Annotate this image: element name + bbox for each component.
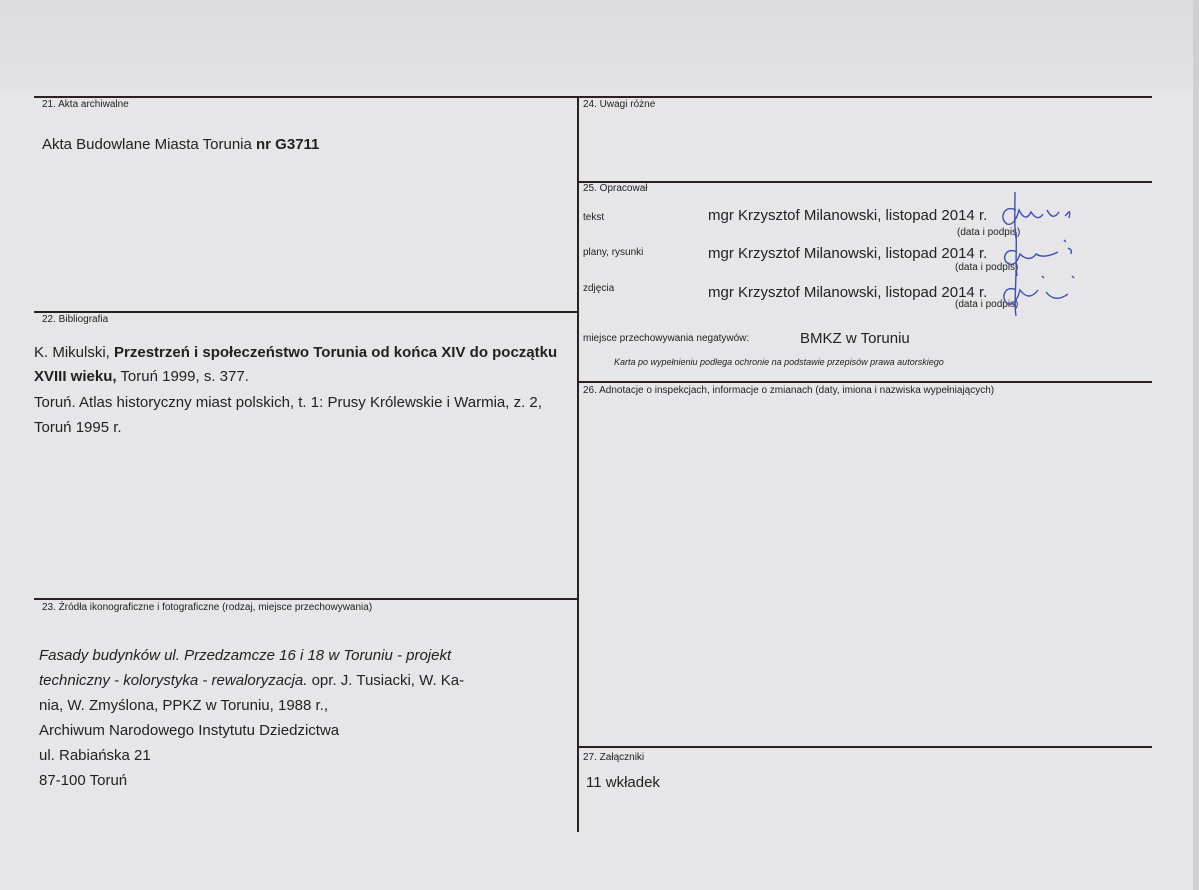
section-25-label: 25. Opracował	[583, 183, 648, 194]
sources-title: Fasady budynków ul. Przedzamcze 16 i 18 w Toruniu - projekt	[39, 647, 452, 664]
section-21-text: Akta Budowlane Miasta Torunia	[42, 136, 257, 153]
sources-line-2	[39, 669, 464, 692]
section-23-label: 23. Źródła ikonograficzne i fotograficzne (rodzaj, miejsce przechowywania)	[42, 602, 373, 613]
negatives-value: BMKZ w Toruniu	[800, 330, 910, 347]
scan-right-edge	[1193, 0, 1199, 890]
section-21-label: 21. Akta archiwalne	[42, 99, 129, 110]
sources-title-cont: techniczny - kolorystyka - rewaloryzacja.	[39, 672, 308, 689]
bibliography-line-3: Toruń. Atlas historyczny miast polskich, t. 1: Prusy Królewskie i Warmia, z. 2,	[34, 394, 542, 411]
sources-authors: opr. J. Tusiacki, W. Ka-	[307, 672, 465, 689]
section-21-value	[42, 136, 319, 153]
author-row-label-text: tekst	[583, 212, 605, 223]
bib-title-cont: XVIII wieku,	[34, 368, 117, 385]
bibliography-line-2	[34, 365, 249, 388]
sources-line-6: 87-100 Toruń	[39, 772, 128, 789]
bibliography-line-4: Toruń 1995 r.	[34, 419, 122, 436]
sources-line-3: nia, W. Zmyślona, PPKZ w Toruniu, 1988 r.,	[39, 697, 329, 714]
sources-line-5: ul. Rabiańska 21	[39, 747, 151, 764]
negatives-label: miejsce przechowywania negatywów:	[583, 333, 750, 344]
sources-line-1	[39, 644, 451, 667]
bibliography-line-1	[34, 341, 557, 364]
section-26-label: 26. Adnotacje o inspekcjach, informacje o zmianach (daty, imiona i nazwiska wypełniających)	[583, 385, 995, 396]
rule-23	[34, 598, 577, 600]
author-row-caption-photos: (data i podpis)	[955, 299, 1019, 310]
section-22-label: 22. Bibliografia	[42, 314, 109, 325]
rule-22	[34, 311, 577, 313]
rule-26	[577, 381, 1152, 383]
sources-line-4: Archiwum Narodowego Instytutu Dziedzictwa	[39, 722, 340, 739]
section-24-label: 24. Uwagi różne	[583, 99, 656, 110]
top-rule	[34, 96, 1152, 98]
bib-title: Przestrzeń i społeczeństwo Torunia od końca XIV do początku	[114, 344, 558, 361]
rule-27	[577, 746, 1152, 748]
author-row-caption-text: (data i podpis)	[957, 227, 1021, 238]
scan-top-band	[0, 0, 1199, 90]
copyright-note: Karta po wypełnieniu podlega ochronie na podstawie przepisów prawa autorskiego	[614, 357, 944, 367]
bib-pub: Toruń 1999, s. 377.	[116, 368, 249, 385]
rule-25	[577, 181, 1152, 183]
author-row-value-plans: mgr Krzysztof Milanowski, listopad 2014 r.	[708, 245, 988, 262]
author-row-caption-plans: (data i podpis)	[955, 262, 1019, 273]
section-27-label: 27. Załączniki	[583, 752, 645, 763]
section-21-number: nr G3711	[256, 136, 320, 153]
author-row-value-text: mgr Krzysztof Milanowski, listopad 2014 r.	[708, 207, 988, 224]
author-row-value-photos: mgr Krzysztof Milanowski, listopad 2014 r.	[708, 284, 988, 301]
bib-author: K. Mikulski,	[34, 344, 115, 361]
author-row-label-photos: zdjęcia	[583, 283, 615, 294]
center-divider	[577, 96, 579, 832]
signature-photos-image	[996, 266, 1086, 318]
attachments-value: 11 wkładek	[586, 774, 660, 791]
author-row-label-plans: plany, rysunki	[583, 247, 644, 258]
